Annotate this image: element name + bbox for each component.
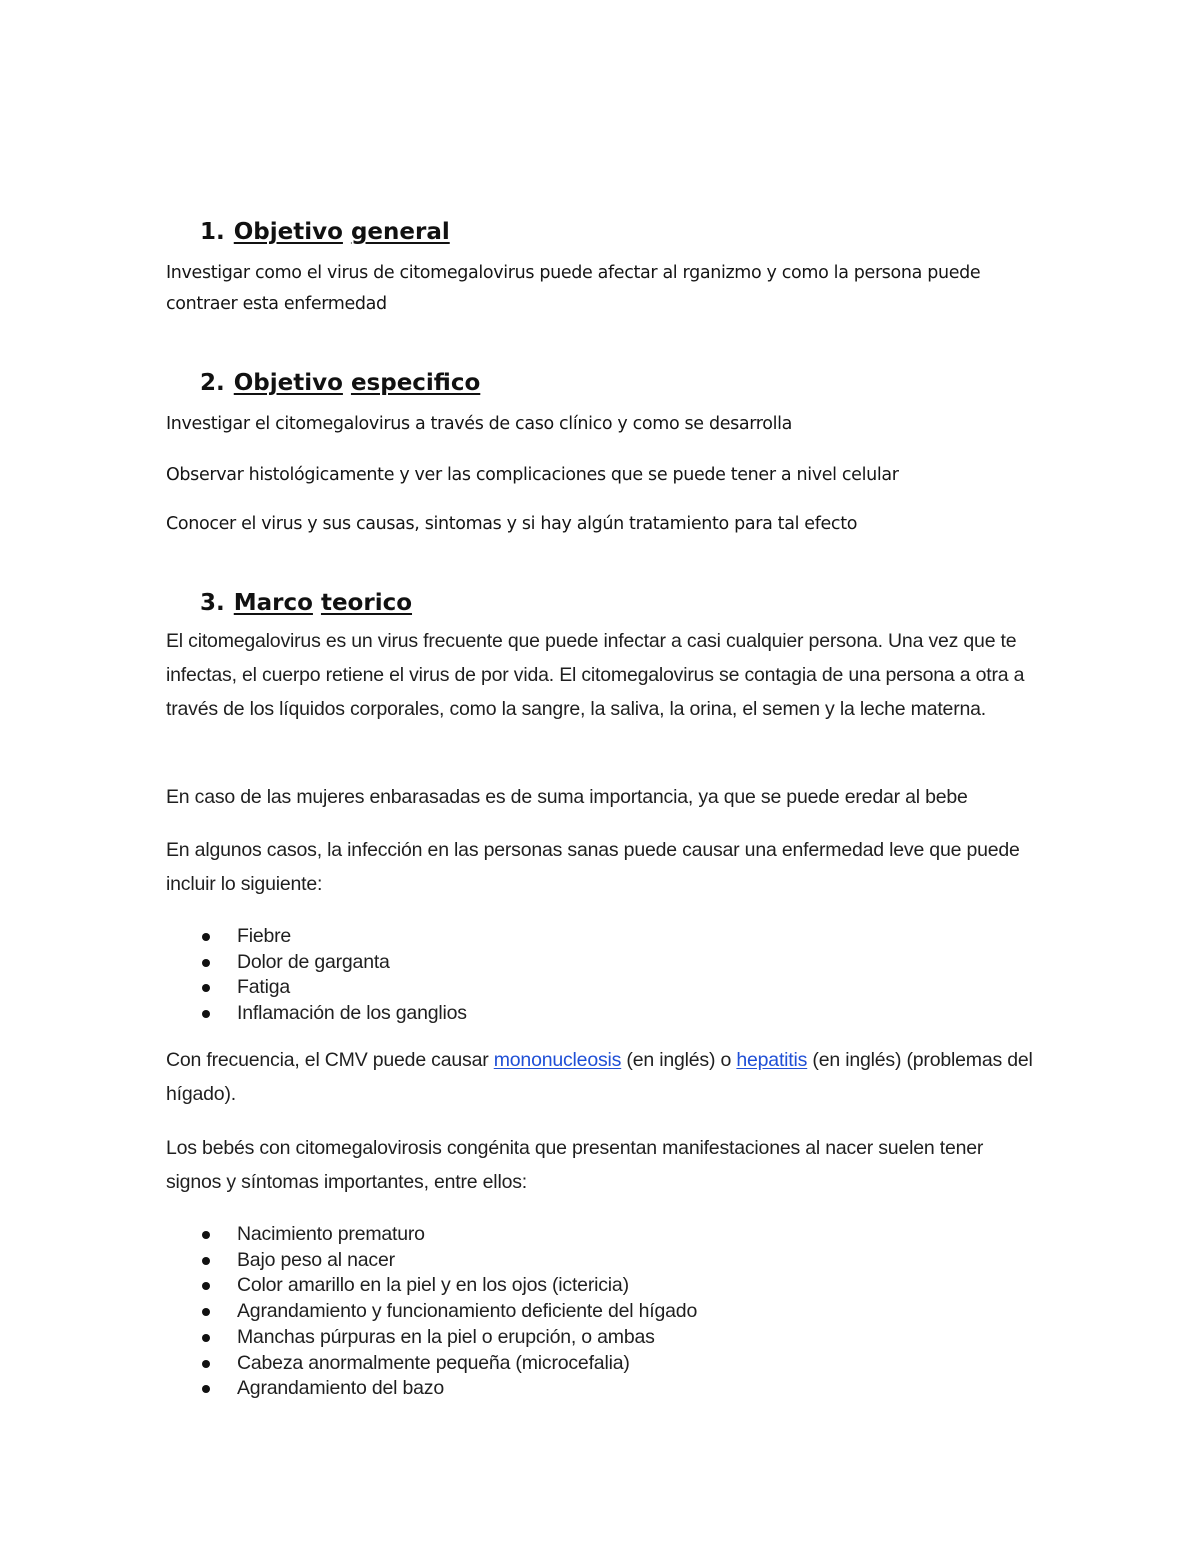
- list-item-text: Agrandamiento del bazo: [237, 1377, 444, 1400]
- bullet-icon: [202, 984, 210, 992]
- list-item-text: Agrandamiento y funcionamiento deficiente del hígado: [237, 1300, 698, 1323]
- bullet-icon: [202, 1385, 210, 1393]
- heading-marco-teorico: [200, 588, 412, 618]
- heading-number: 3.: [200, 590, 225, 616]
- hepatitis-link[interactable]: hepatitis: [736, 1049, 808, 1071]
- bullet-icon: [202, 1282, 210, 1290]
- mononucleosis-link[interactable]: mononucleosis: [493, 1049, 622, 1071]
- list-item-text: Color amarillo en la piel y en los ojos (ictericia): [237, 1274, 629, 1297]
- bullet-icon: [202, 1010, 210, 1018]
- bullet-icon: [202, 933, 210, 941]
- paragraph-objetivo-2: Observar histológicamente y ver las complicaciones que se puede tener a nivel celular: [166, 465, 899, 485]
- symptoms-list: [200, 924, 467, 1027]
- paragraph-objetivo-3: Conocer el virus y sus causas, sintomas y si hay algún tratamiento para tal efecto: [166, 514, 858, 534]
- list-item-text: Bajo peso al nacer: [237, 1248, 395, 1271]
- bullet-icon: [202, 1360, 210, 1368]
- bullet-icon: [202, 1231, 210, 1239]
- bullet-icon: [202, 959, 210, 967]
- list-item: [200, 975, 467, 1001]
- list-item: [200, 924, 467, 950]
- list-item: [200, 1351, 697, 1377]
- text-fragment: (en inglés) (problemas del hígado).: [166, 1049, 1033, 1105]
- paragraph-embarazadas: En caso de las mujeres enbarasadas es de suma importancia, ya que se puede eredar al bebe: [166, 786, 968, 808]
- list-item: [200, 1325, 697, 1351]
- list-item: [200, 1299, 697, 1325]
- bullet-icon: [202, 1334, 210, 1342]
- paragraph-cmv-complicaciones: [166, 1043, 1036, 1111]
- text-fragment: Con frecuencia, el CMV puede causar: [166, 1049, 494, 1071]
- heading-word: teorico: [320, 590, 413, 616]
- heading-number: 2.: [200, 370, 225, 396]
- bullet-icon: [202, 1308, 210, 1316]
- list-item: [200, 950, 467, 976]
- heading-word: Objetivo: [233, 219, 343, 245]
- heading-word: general: [350, 219, 450, 245]
- heading-objetivo-general: [200, 217, 450, 247]
- paragraph-objetivo-general: Investigar como el virus de citomegalovirus puede afectar al rganizmo y como la persona puede contraer esta enfermedad: [166, 263, 981, 314]
- list-item-text: Dolor de garganta: [237, 950, 390, 973]
- baby-signs-list: [200, 1222, 697, 1402]
- text-fragment: (en inglés) o: [621, 1049, 737, 1071]
- paragraph-objetivo-1: Investigar el citomegalovirus a través de caso clínico y como se desarrolla: [166, 414, 793, 434]
- heading-word: Objetivo: [233, 370, 343, 396]
- paragraph-citomegalovirus-intro: El citomegalovirus es un virus frecuente que puede infectar a casi cualquier persona. Una vez que te infectas, el cuerpo retiene el virus de por vida. El citomegalovirus se contagia de una persona a otra a través de los líquidos corporales, como la sangre, la saliva, la orina, el semen y la leche materna.: [166, 630, 1025, 720]
- heading-number: 1.: [200, 219, 225, 245]
- bullet-icon: [202, 1257, 210, 1265]
- list-item: [200, 1001, 467, 1027]
- list-item-text: Nacimiento prematuro: [237, 1223, 425, 1245]
- heading-objetivo-especifico: [200, 368, 480, 398]
- heading-word: Marco: [233, 590, 313, 616]
- list-item: [200, 1222, 697, 1248]
- list-item-text: Fatiga: [237, 976, 290, 999]
- list-item-text: Manchas púrpuras en la piel o erupción, o ambas: [237, 1325, 655, 1348]
- list-item-text: Fiebre: [237, 925, 292, 947]
- list-item: [200, 1248, 697, 1274]
- list-item-text: Cabeza anormalmente pequeña (microcefalia): [237, 1351, 630, 1374]
- paragraph-bebes: Los bebés con citomegalovirosis congénita que presentan manifestaciones al nacer suelen tener signos y síntomas importantes, entre ellos:: [166, 1137, 984, 1193]
- heading-word: especifico: [350, 370, 481, 396]
- list-item-text: Inflamación de los ganglios: [237, 1002, 467, 1025]
- paragraph-enfermedad-leve: En algunos casos, la infección en las personas sanas puede causar una enfermedad leve que puede incluir lo siguiente:: [166, 839, 1020, 895]
- list-item: [200, 1376, 697, 1402]
- list-item: [200, 1273, 697, 1299]
